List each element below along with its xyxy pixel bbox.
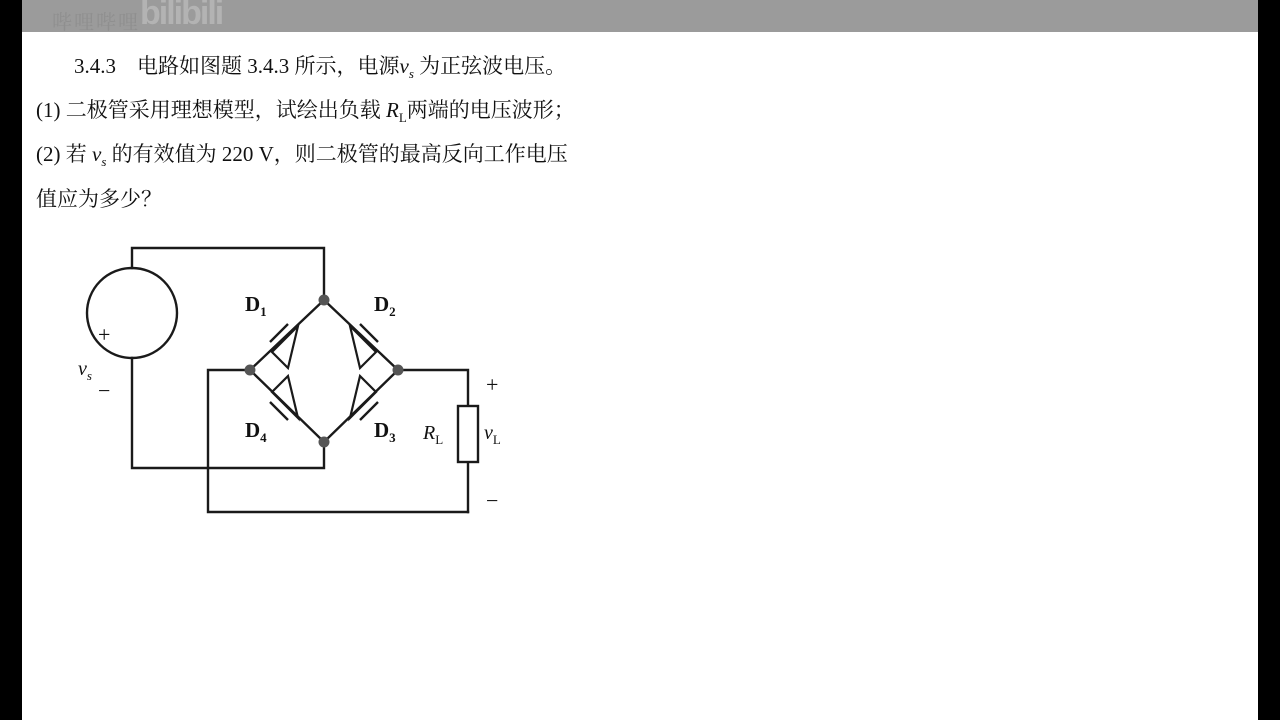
problem-line1-symbol-sub: s xyxy=(408,66,414,82)
problem-line2-b: 两端的电压波形； xyxy=(406,98,575,123)
problem-line3-symbol: v xyxy=(92,142,102,167)
problem-line-4: 值应为多少？ xyxy=(36,186,162,211)
problem-line1-prefix: 电路如图题 xyxy=(137,54,242,78)
source-plus-sign: + xyxy=(98,322,111,347)
node-bridge-right xyxy=(393,365,404,376)
problem-line3-b: 的有效值为 220 V，则二极管的最高反向工作电压 xyxy=(111,142,568,167)
problem-text xyxy=(36,48,696,217)
load-resistor-label: $R_L$ xyxy=(423,422,444,447)
diode-d2-label: $D_2$ xyxy=(374,292,396,320)
diode-d4-symbol xyxy=(270,376,298,420)
problem-line3-a: (2) 若 xyxy=(36,142,87,167)
problem-line1-suffix: 为正弦波电压。 xyxy=(419,54,567,78)
problem-line2-a: (1) 二极管采用理想模型，试绘出负载 xyxy=(36,98,381,123)
problem-line1-mid: 所示，电源 xyxy=(294,54,400,78)
problem-number: 3.4.3 xyxy=(74,54,116,78)
bilibili-watermark: bilibili xyxy=(140,0,223,32)
problem-line2-symbol: R xyxy=(386,98,399,123)
diode-d4-label: $D_4$ xyxy=(245,418,267,446)
circuit-diagram xyxy=(40,230,660,560)
problem-line1-ref: 3.4.3 xyxy=(247,54,290,78)
source-minus-sign: − xyxy=(98,378,111,403)
node-bridge-bottom xyxy=(319,437,330,448)
source-label: $v_s$ xyxy=(78,358,92,383)
output-minus-sign: − xyxy=(486,488,499,513)
diode-d3-label: $D_3$ xyxy=(374,418,396,446)
watermark-sub-text: 哔哩哔哩 xyxy=(52,12,140,34)
output-voltage-label: $v_L$ xyxy=(484,422,501,447)
problem-line1-symbol: v xyxy=(399,54,409,78)
problem-line-3 xyxy=(36,136,696,180)
top-grey-strip xyxy=(22,0,1258,32)
letterbox-right xyxy=(1258,0,1280,720)
circuit-svg xyxy=(40,230,660,560)
diode-d1-label: $D_1$ xyxy=(245,292,267,320)
output-plus-sign: + xyxy=(486,372,499,397)
problem-line-2 xyxy=(36,92,696,136)
wire-source-top xyxy=(132,248,324,300)
problem-line2-symbol-sub: L xyxy=(398,110,407,126)
load-resistor-symbol xyxy=(458,406,478,462)
diode-d3-symbol xyxy=(350,376,378,420)
node-bridge-top xyxy=(319,295,330,306)
problem-line3-symbol-sub: s xyxy=(101,154,107,170)
problem-line-1 xyxy=(36,48,696,92)
node-bridge-left xyxy=(245,365,256,376)
letterbox-left xyxy=(0,0,22,720)
